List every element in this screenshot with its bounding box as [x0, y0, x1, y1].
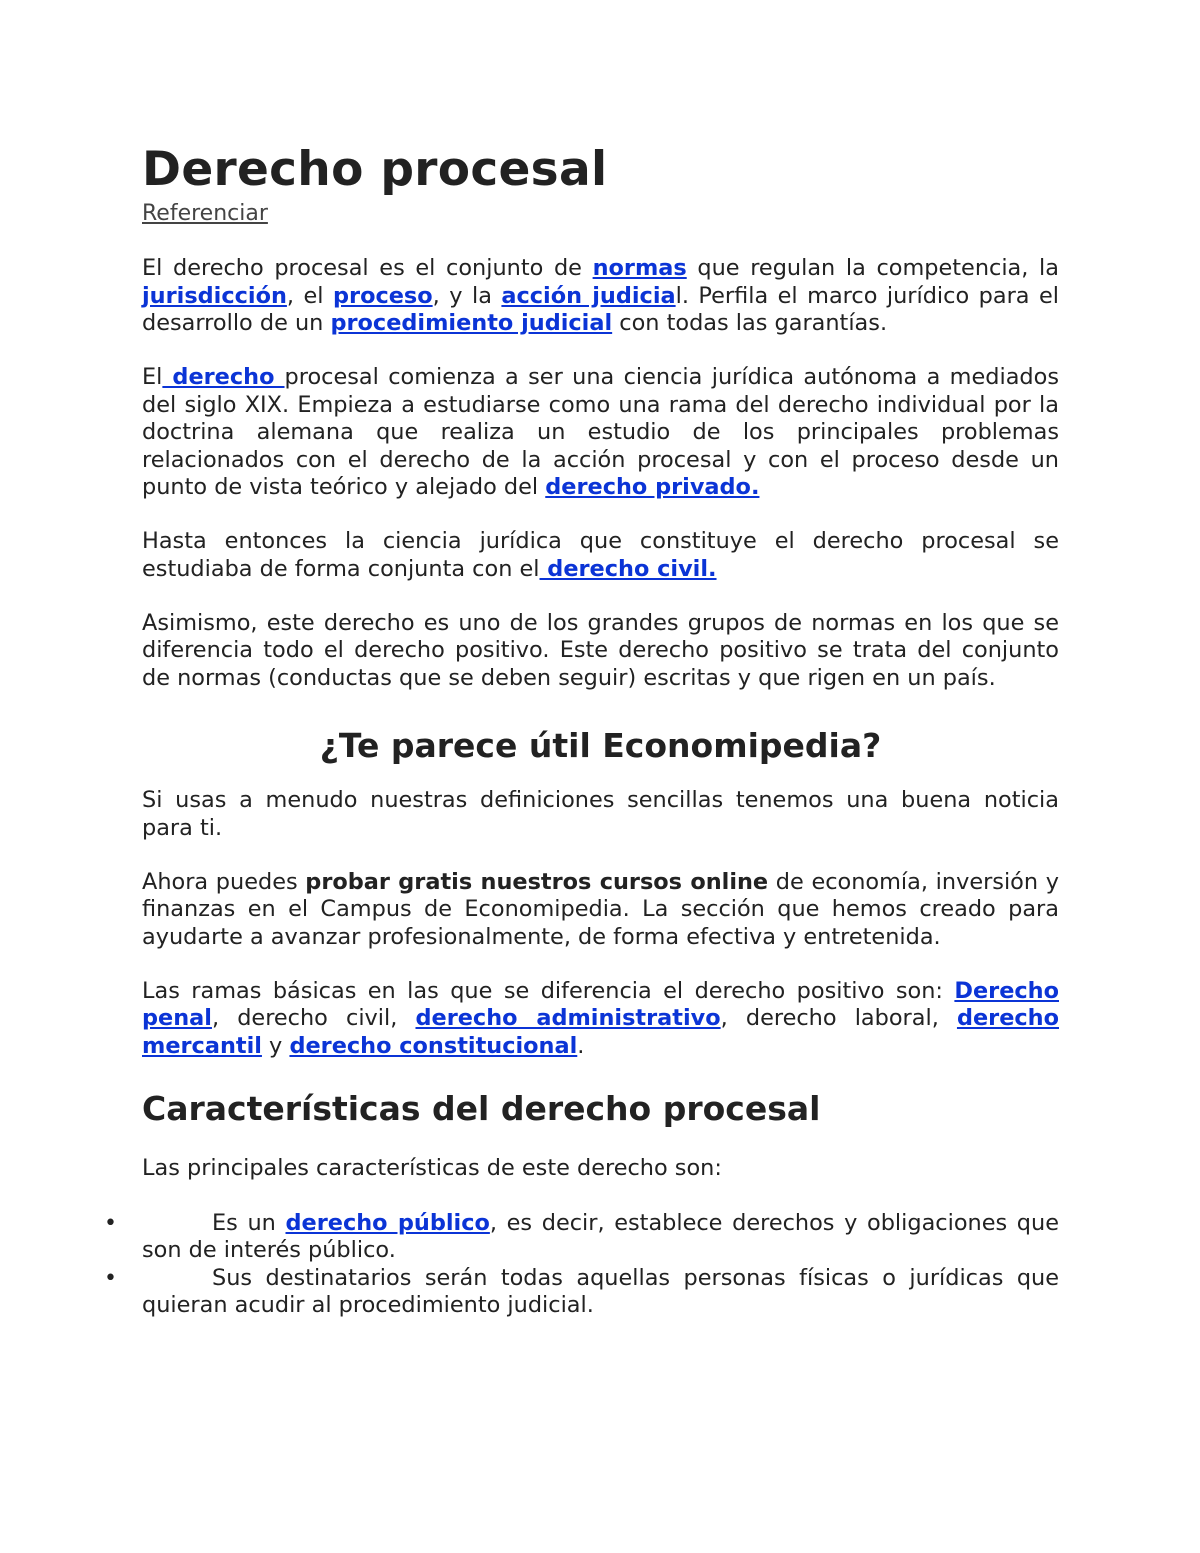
link-derecho-privado[interactable]: derecho privado. — [545, 474, 760, 500]
text: , y la — [432, 282, 502, 309]
link-normas[interactable]: normas — [592, 255, 687, 281]
paragraph-history — [142, 364, 1059, 502]
paragraph-promo-courses — [142, 869, 1059, 952]
paragraph-characteristics-intro: Las principales características de este derecho son: — [142, 1155, 722, 1181]
page-title: Derecho procesal — [142, 142, 608, 197]
referenciar-link[interactable]: Referenciar — [142, 201, 268, 226]
text: Hasta entonces la ciencia jurídica que constituye el derecho procesal se estudiaba de forma conjunta con el — [142, 528, 1059, 582]
text: Es un — [212, 1209, 286, 1236]
characteristics-list — [104, 1209, 1059, 1320]
text: con todas las garantías. — [612, 310, 888, 336]
text: procesal comienza a ser una ciencia jurídica autónoma a mediados del siglo XIX. Empieza a estudiarse como una rama del derecho individual por la doctrina alemana que realiza un estudio de los principales problemas relacionados con el derecho de la acción procesal y con el proceso desde un punto de vista teórico y alejado del — [142, 364, 1059, 500]
bullet-icon: • — [104, 1265, 117, 1291]
text: y — [261, 1032, 290, 1059]
text: , el — [286, 282, 333, 309]
text: El — [142, 364, 163, 390]
paragraph-promo-intro: Si usas a menudo nuestras definiciones sencillas tenemos una buena noticia para ti. — [142, 787, 1059, 841]
link-derecho-penal[interactable]: Derecho penal — [142, 977, 1059, 1031]
text: Las ramas básicas en las que se diferencia el derecho positivo son: — [142, 977, 955, 1004]
paragraph-civil — [142, 528, 1059, 583]
text: que regulan la competencia, la — [686, 255, 1059, 281]
link-procedimiento-judicial[interactable]: procedimiento judicial — [330, 310, 613, 336]
document-page — [104, 140, 1059, 1320]
bullet-icon: • — [104, 1210, 117, 1236]
list-item — [104, 1209, 1059, 1265]
link-derecho-administrativo[interactable]: derecho administrativo — [415, 1005, 721, 1031]
paragraph-positive-law: Asimismo, este derecho es uno de los grandes grupos de normas en los que se diferencia todo el derecho positivo. Este derecho positivo se trata del conjunto de normas (conductas que se deben seguir) escritas y que rigen en un país. — [142, 609, 1059, 691]
text: Ahora puedes — [142, 868, 306, 895]
link-derecho-mercantil[interactable]: derecho mercantil — [142, 1005, 1059, 1059]
text: , derecho civil, — [211, 1005, 416, 1031]
link-derecho-civil[interactable]: derecho civil. — [539, 555, 717, 582]
text: , es decir, establece derechos y obligaciones que son de interés público. — [142, 1209, 1059, 1263]
text: El derecho procesal es el conjunto de — [142, 255, 593, 281]
link-jurisdiccion[interactable]: jurisdicción — [142, 282, 287, 309]
text: Sus destinatarios serán todas aquellas personas físicas o jurídicas que quieran acudir al procedimiento judicial. — [142, 1264, 1059, 1318]
link-accion-judicial[interactable]: acción judicia — [501, 282, 676, 309]
text: de economía, inversión y finanzas en el Campus de Economipedia. La sección que hemos creado para ayudarte a avanzar profesionalmente, de forma efectiva y entretenida. — [142, 868, 1059, 950]
text: . — [577, 1032, 585, 1059]
text: l. Perfila el marco jurídico para el desarrollo de un — [142, 282, 1059, 336]
promo-heading: ¿Te parece útil Economipedia? — [319, 726, 882, 765]
paragraph-branches — [142, 978, 1059, 1061]
list-item — [104, 1264, 1059, 1320]
link-derecho[interactable]: derecho — [162, 364, 285, 390]
bold-courses: probar gratis nuestros cursos online — [305, 868, 769, 895]
link-proceso[interactable]: proceso — [333, 282, 433, 309]
link-derecho-constitucional[interactable]: derecho constitucional — [289, 1032, 578, 1059]
text: , derecho laboral, — [720, 1005, 957, 1031]
paragraph-definition — [142, 255, 1059, 338]
link-derecho-publico[interactable]: derecho público — [285, 1209, 490, 1236]
section-heading: Características del derecho procesal — [142, 1089, 821, 1128]
